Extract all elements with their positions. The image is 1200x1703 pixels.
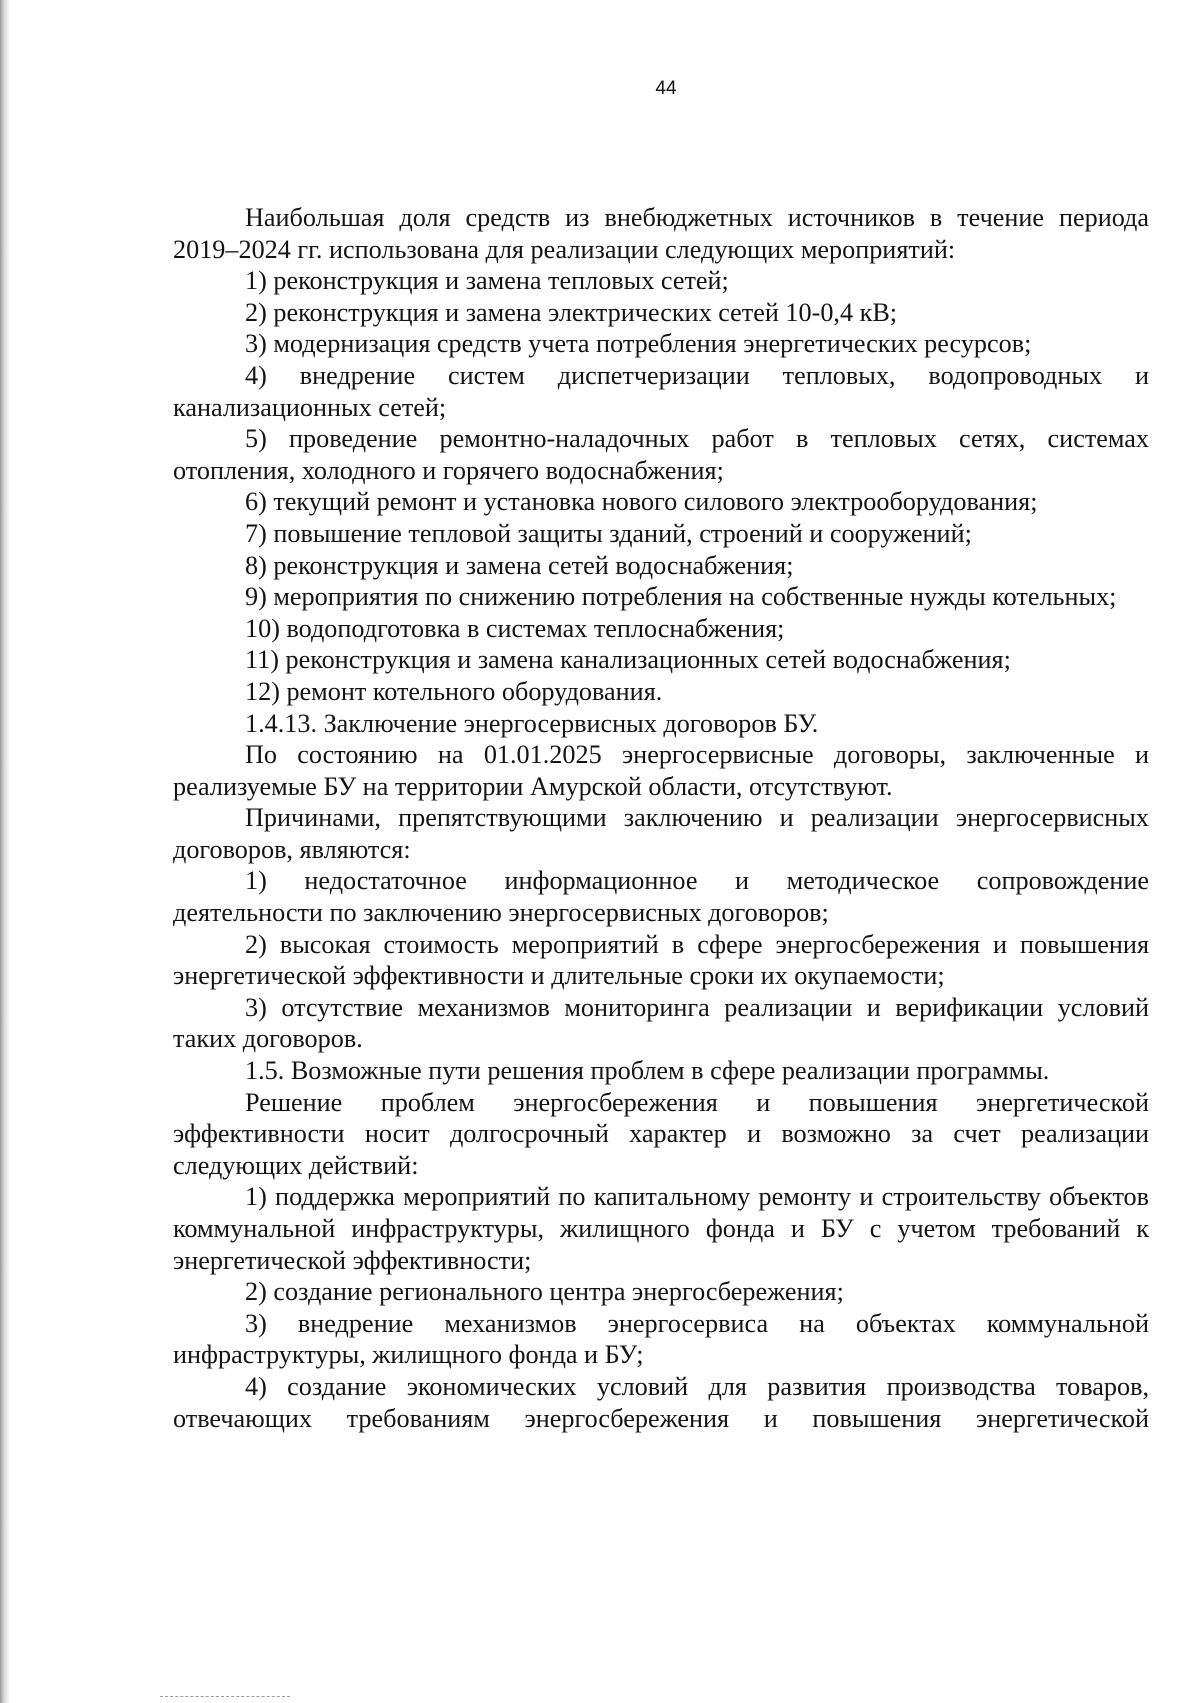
list-item: 5) проведение ремонтно-наладочных работ в тепловых сетях, системах отопления, холодного и горячего водоснабжения; xyxy=(173,424,1149,485)
paragraph: Причинами, препятствующими заключению и реализации энергосервисных договоров, являются: xyxy=(173,803,1149,864)
scan-edge-shadow xyxy=(0,0,10,1703)
list-item: 3) модернизация средств учета потребления энергетических ресурсов; xyxy=(245,329,1032,359)
list-item: 12) ремонт котельного оборудования. xyxy=(245,676,663,706)
list-item: 4) внедрение систем диспетчеризации тепловых, водопроводных и канализационных сетей; xyxy=(173,360,1149,422)
scan-artifact-line xyxy=(160,1696,290,1700)
list-item: 2) высокая стоимость мероприятий в сфере энергосбережения и повышения энергетической эффективности и длительные сроки их окупаемости; xyxy=(173,929,1149,991)
list-item: 2) создание регионального центра энергосбережения; xyxy=(245,1277,844,1307)
paragraph: Решение проблем энергосбережения и повышения энергетической эффективности носит долгосрочный характер и возможно за счет реализации следующих действий: xyxy=(173,1087,1149,1180)
list-item: 1) реконструкция и замена тепловых сетей; xyxy=(245,266,729,296)
list-item: 8) реконструкция и замена сетей водоснабжения; xyxy=(245,550,794,580)
page-number: 44 xyxy=(655,78,677,99)
paragraph: По состоянию на 01.01.2025 энергосервисные договоры, заключенные и реализуемые БУ на территории Амурской области, отсутствуют. xyxy=(173,740,1149,801)
list-item: 2) реконструкция и замена электрических сетей 10-0,4 кВ; xyxy=(245,297,898,327)
list-item: 1) недостаточное информационное и методическое сопровождение деятельности по заключению энергосервисных договоров; xyxy=(173,866,1149,928)
list-item: 6) текущий ремонт и установка нового силового электрооборудования; xyxy=(245,487,1038,517)
list-item: 1) поддержка мероприятий по капитальному ремонту и строительству объектов коммунальной инфраструктуры, жилищного фонда и БУ с учетом требований к энергетической эффективности; xyxy=(173,1182,1149,1275)
list-item: 7) повышение тепловой защиты зданий, строений и сооружений; xyxy=(245,518,972,548)
list-item: 3) отсутствие механизмов мониторинга реализации и верификации условий таких договоров. xyxy=(173,992,1149,1054)
list-item: 9) мероприятия по снижению потребления на собственные нужды котельных; xyxy=(245,582,1117,612)
list-item: 4) создание экономических условий для развития производства товаров, отвечающих требованиям энергосбережения и повышения энергетической xyxy=(173,1371,1149,1433)
paragraph: Наибольшая доля средств из внебюджетных источников в течение периода 2019–2024 гг. использована для реализации следующих мероприятий: xyxy=(173,203,1149,264)
section-heading: 1.5. Возможные пути решения проблем в сфере реализации программы. xyxy=(245,1056,1050,1086)
list-item: 11) реконструкция и замена канализационных сетей водоснабжения; xyxy=(245,645,1011,675)
list-item: 10) водоподготовка в системах теплоснабжения; xyxy=(245,613,785,643)
document-body xyxy=(173,202,1149,1434)
list-item: 3) внедрение механизмов энергосервиса на объектах коммунальной инфраструктуры, жилищного фонда и БУ; xyxy=(173,1308,1149,1370)
section-heading: 1.4.13. Заключение энергосервисных договоров БУ. xyxy=(245,708,819,738)
